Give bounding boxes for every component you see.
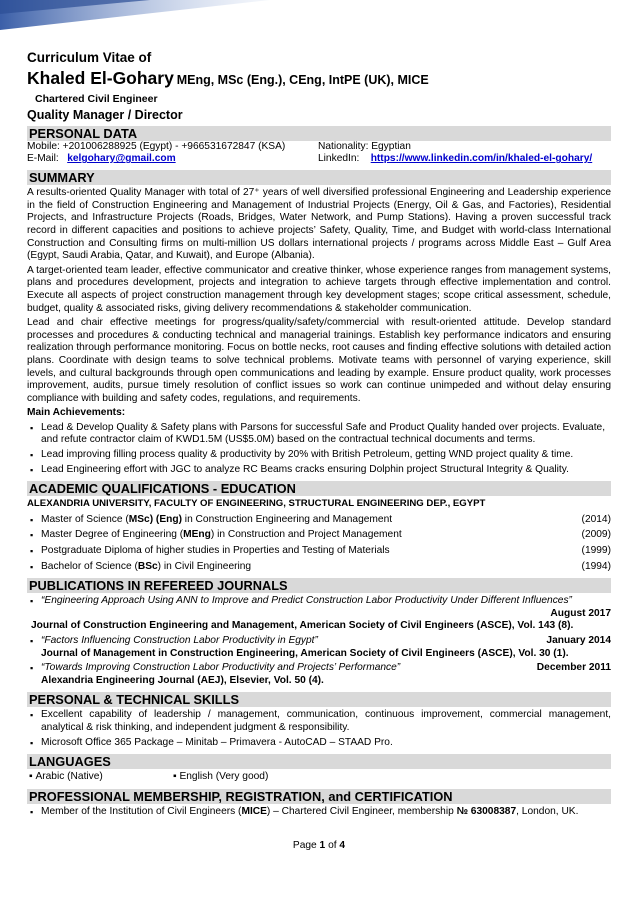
- publication-title: “Engineering Approach Using ANN to Improve and Predict Construction Labor Productivity Under Different Influences”: [41, 595, 572, 607]
- publication-title: ▪ “Towards Improving Construction Labor Productivity and Projects’ Performance”: [41, 662, 401, 674]
- institution: ALEXANDRIA UNIVERSITY, FACULTY OF ENGINEERING, STRUCTURAL ENGINEERING DEP., EGYPT: [27, 498, 486, 510]
- summary-paragraph-1: A results-oriented Quality Manager with total of 27⁺ years of well diversified professional Engineering and Leadership experience in the field of Construction Engineering and Management of Industrial Projects (Energy, Oil & Gas, and Factories), Residential Projects, and Infrastructure Projects (Roads, Bridges, Water Network, and Pump Stations). Having a proven successful track record in different capacities and positions to achieve projects’ Safety, Quality, Time, and Budget with world-class International Construction and Consulting firms on multi-million US dollars international projects / programs across Middle East – Gulf Area (Egypt, Saudi Arabia, Qatar, and Kuwait), and Europe (Albania).: [27, 187, 611, 262]
- summary-paragraph-2: A target-oriented team leader, effective communicator and creative thinker, whose experience ranges from management systems, plans and procedures development, projects and integration to achieve targets through effective implementation and control. Execute all aspects of project construction management through key development stages; scope critical assessment, schedule, budget, quality & associated risks, giving delivery recommendations & stakeholder communication.: [27, 264, 611, 314]
- linkedin-link[interactable]: https://www.linkedin.com/in/khaled-el-gohary/: [370, 153, 593, 165]
- publication-journal: Alexandria Engineering Journal (AEJ), Elsevier, Vol. 50 (4).: [41, 674, 324, 686]
- cv-label: Curriculum Vitae of: [27, 50, 152, 65]
- email-link[interactable]: kelgohary@gmail.com: [67, 153, 176, 165]
- language-arabic: ▪ Arabic (Native): [29, 771, 103, 783]
- education-heading: ACADEMIC QUALIFICATIONS - EDUCATION: [27, 481, 611, 496]
- list-item: [27, 514, 611, 527]
- chartered-title: Chartered Civil Engineer: [35, 93, 158, 105]
- language-english: ▪ English (Very good): [173, 771, 269, 783]
- email-label: E-Mail:: [27, 153, 59, 165]
- page-footer: Page 1 of 4: [292, 840, 346, 851]
- contact-row-2: [27, 153, 611, 165]
- summary-heading: SUMMARY: [27, 170, 611, 185]
- email-line: [27, 153, 318, 165]
- languages-heading: LANGUAGES: [27, 754, 611, 769]
- list-item: [27, 561, 611, 574]
- list-item: ▪ Lead & Develop Quality & Safety plans with Parsons for successful Safe and Product Quality handed over projects. Evaluate, and refute contractor claim of KWD1.5M (US$5.0M) based on the contractual technical documents and terms.: [27, 422, 611, 447]
- degree-year: (2009): [581, 529, 611, 541]
- membership-list: [27, 806, 611, 819]
- nationality: Nationality: Egyptian: [318, 141, 411, 153]
- degree-year: (1999): [581, 545, 611, 557]
- publication-journal: Journal of Construction Engineering and Management, American Society of Civil Engineers (ASCE), Vol. 143 (8).: [31, 620, 574, 632]
- publication-item: [27, 662, 611, 687]
- page-number: 1: [319, 840, 326, 851]
- achievements-list: [27, 422, 611, 476]
- degree: ▪ Master Degree of Engineering (MEng) in Construction and Project Management: [41, 529, 402, 541]
- name-line: [27, 69, 611, 91]
- degree: ▪ Bachelor of Science (BSc) in Civil Engineering: [41, 560, 252, 572]
- page-total: 4: [339, 840, 346, 851]
- list-item: ▪ Lead improving filling process quality & productivity by 20% with British Petroleum, getting WND project quality & time.: [27, 449, 611, 462]
- languages-row: [27, 771, 611, 784]
- skills-list: [27, 709, 611, 749]
- header-decoration: [0, 0, 270, 36]
- degree: ▪ Master of Science (MSc) (Eng) in Construction Engineering and Management: [41, 513, 393, 525]
- degree-year: (1994): [581, 560, 611, 572]
- publications-heading: PUBLICATIONS IN REFEREED JOURNALS: [27, 578, 611, 593]
- contact-row-1: [27, 141, 611, 153]
- list-item: ▪ Microsoft Office 365 Package – Minitab – Primavera - AutoCAD – STAAD Pro.: [27, 737, 611, 750]
- credentials: MEng, MSc (Eng.), CEng, IntPE (UK), MICE: [176, 73, 429, 87]
- achievements-label: Main Achievements:: [27, 407, 126, 419]
- personal-heading: PERSONAL DATA: [27, 126, 611, 141]
- list-item: ▪ Excellent capability of leadership / management, communication, continuous improvement, commercial management, analytical & risk thinking, and independent judgment & responsibility.: [27, 709, 611, 734]
- publication-item: [27, 635, 611, 660]
- publication-date: December 2011: [536, 662, 611, 674]
- linkedin-label: LinkedIn:: [318, 153, 360, 165]
- role-title: Quality Manager / Director: [27, 107, 183, 122]
- skills-heading: PERSONAL & TECHNICAL SKILLS: [27, 692, 611, 707]
- publication-item: [27, 595, 611, 633]
- education-list: [27, 514, 611, 573]
- publication-journal: Journal of Management in Construction Engineering, American Society of Civil Engineers (ASCE), Vol. 30 (1).: [41, 647, 569, 659]
- degree: ▪ Postgraduate Diploma of higher studies in Properties and Testing of Materials: [41, 545, 390, 557]
- linkedin-line: [318, 153, 592, 165]
- list-item: ▪ Member of the Institution of Civil Engineers (MICE) – Chartered Civil Engineer, membership № 63008387, London, UK.: [27, 806, 611, 819]
- degree-year: (2014): [581, 513, 611, 525]
- publication-title: ▪ “Factors Influencing Construction Labor Productivity in Egypt”: [41, 635, 318, 646]
- list-item: ▪ Lead Engineering effort with JGC to analyze RC Beams cracks ensuring Dolphin project Structural Integrity & Quality.: [27, 464, 611, 477]
- publication-date: January 2014: [546, 635, 611, 646]
- summary-paragraph-3: Lead and chair effective meetings for progress/quality/safety/commercial with result-oriented attitude. Develop standard processes and procedures & conducting technical and managerial trainings. Establish key performance indicators and ensuring realization through performance monitoring. Focus on bottle necks, root causes and finding effective solutions with detailed action plans. Coordinate with design teams to solve technical problems. Motivate teams with personnel of varying experience, skill levels, and cultural backgrounds through open communications and leading by example. Ensure product quality, work processes improvement, audits, pursue timely resolution of conflict issues so work can continue unimpeded and without delay ensuring compliance with building and safety codes, regulations, and requirements.: [27, 317, 611, 404]
- list-item: [27, 545, 611, 558]
- membership-heading: PROFESSIONAL MEMBERSHIP, REGISTRATION, and CERTIFICATION: [27, 789, 611, 804]
- candidate-name: Khaled El-Gohary: [27, 68, 174, 88]
- publication-date: August 2017: [550, 607, 611, 619]
- mobile: Mobile: +201006288925 (Egypt) - +966531672847 (KSA): [27, 141, 286, 153]
- list-item: [27, 529, 611, 542]
- cv-document: [27, 50, 611, 818]
